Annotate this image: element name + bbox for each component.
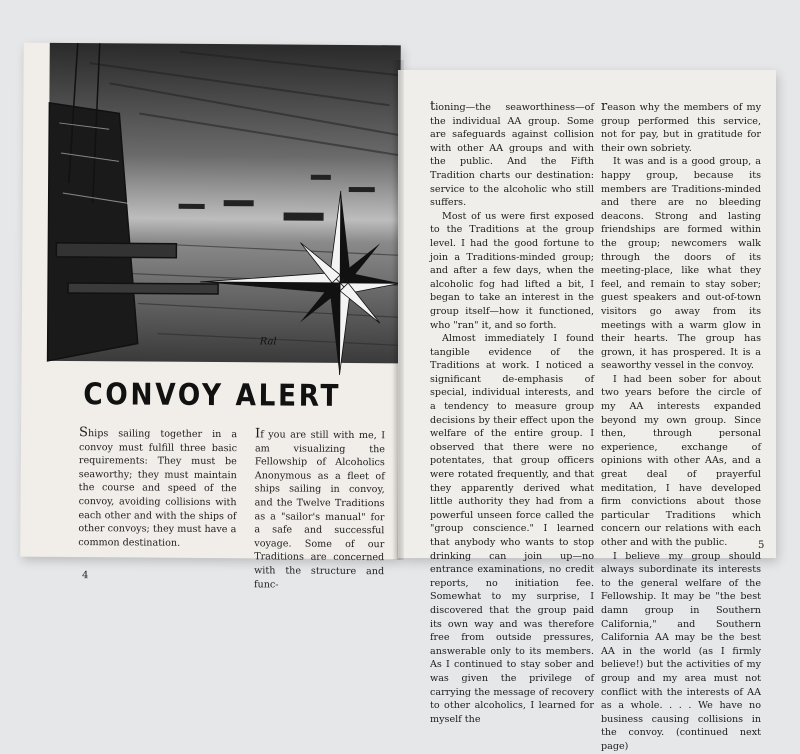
left-column-2 xyxy=(254,427,385,592)
paragraph: Most of us were first exposed to the Traditions at the group level. I had the good fortune to join a Traditions-minded group; and after a few days, when the alcoholic fog had lifted a bit, I began to take an interest in the group itself—how it functioned, who "ran" it, and so forth. xyxy=(430,210,594,331)
right-column-1 xyxy=(430,100,594,726)
convoy-illustration xyxy=(48,43,401,363)
intro-paragraph: Ships sailing together in a convoy must fulfill three basic requirements: They must be seaworthy; they must maintain the course and speed of the convoy, avoiding collisions with each other and with the ships of other convoys; they must have a common destination. xyxy=(78,425,238,549)
paragraph: I had been sober for about two years before the circle of my AA interests expanded beyond my own group. Since then, through personal experience, exchange of opinions with other AAs, and a great deal of prayerful meditation, I have developed firm convictions about those particular Traditions which concern our relations with each other and with the public. xyxy=(601,373,761,548)
paragraph: tioning—the seaworthiness—of the individual AA group. Some are safeguards against collision with other AA groups and with the public. And the Fifth Tradition charts our destination: service to the alcoholic who still suffers. xyxy=(430,99,594,209)
paragraph: It was and is a good group, a happy group, because its members are Traditions-minded and there are no bleeding deacons. Strong and lasting friendships are formed within the group; newcomers walk through the doors of its meeting-place, like what they feel, and remain to stay sober; guest speakers and out-of-town visitors go away from its meetings with a warm glow in their hearts. The group has grown, it has prospered. It is a seaworthy vessel in the convoy. xyxy=(601,156,761,372)
paragraph: I believe my group should always subordinate its interests to the general welfare of the Fellowship. It may be "the best damn group in Southern California," and Southern California AA may be the best AA in the world (as I firmly believe!) but the activities of my group and my area must not conflict with the interests of AA as a whole. . . . We have no business causing collisions in the convoy. (continued next page) xyxy=(601,550,761,752)
paragraph: reason why the members of my group performed this service, not for pay, but in gratitude for their own sobriety. xyxy=(601,99,761,154)
left-column-1 xyxy=(78,426,237,550)
page-number-left: 4 xyxy=(82,570,89,582)
paragraph: Almost immediately I found tangible evidence of the Traditions at work. I noticed a significant de-emphasis of special, individual interests, and a tendency to measure group decisions by their effect upon the welfare of the entire group. I observed that there were no potentates, that group officers were rotated frequently, and that they apparently derived what little authority they had from a powerful unseen force called the "group conscience." I learned that anybody who wants to stop drinking can join up—no entrance examinations, no credit reports, no initiation fee. Somewhat to my surprise, I discovered that the group paid its own way and was therefore free from outside pressures, answerable only to its members. As I continued to stay sober and was given the privilege of carrying the message of recovery to other alcoholics, I learned for myself the xyxy=(430,333,594,725)
page-number-right: 5 xyxy=(758,540,765,551)
ship-at-sea-image xyxy=(48,43,401,363)
left-page xyxy=(20,43,401,591)
book-gutter xyxy=(392,60,404,560)
artist-signature: Ral xyxy=(259,336,277,348)
paragraph: If you are still with me, I am visualizing the Fellowship of Alcoholics Anonymous as a fleet of ships sailing in convoy, and the Twelve Traditions as a "sailor's manual" for a safe and successful voyage. Some of our Traditions are concerned with the structure and func- xyxy=(253,426,386,591)
right-page xyxy=(398,70,776,752)
right-column-2 xyxy=(601,100,761,754)
article-title: CONVOY ALERT xyxy=(83,377,342,414)
